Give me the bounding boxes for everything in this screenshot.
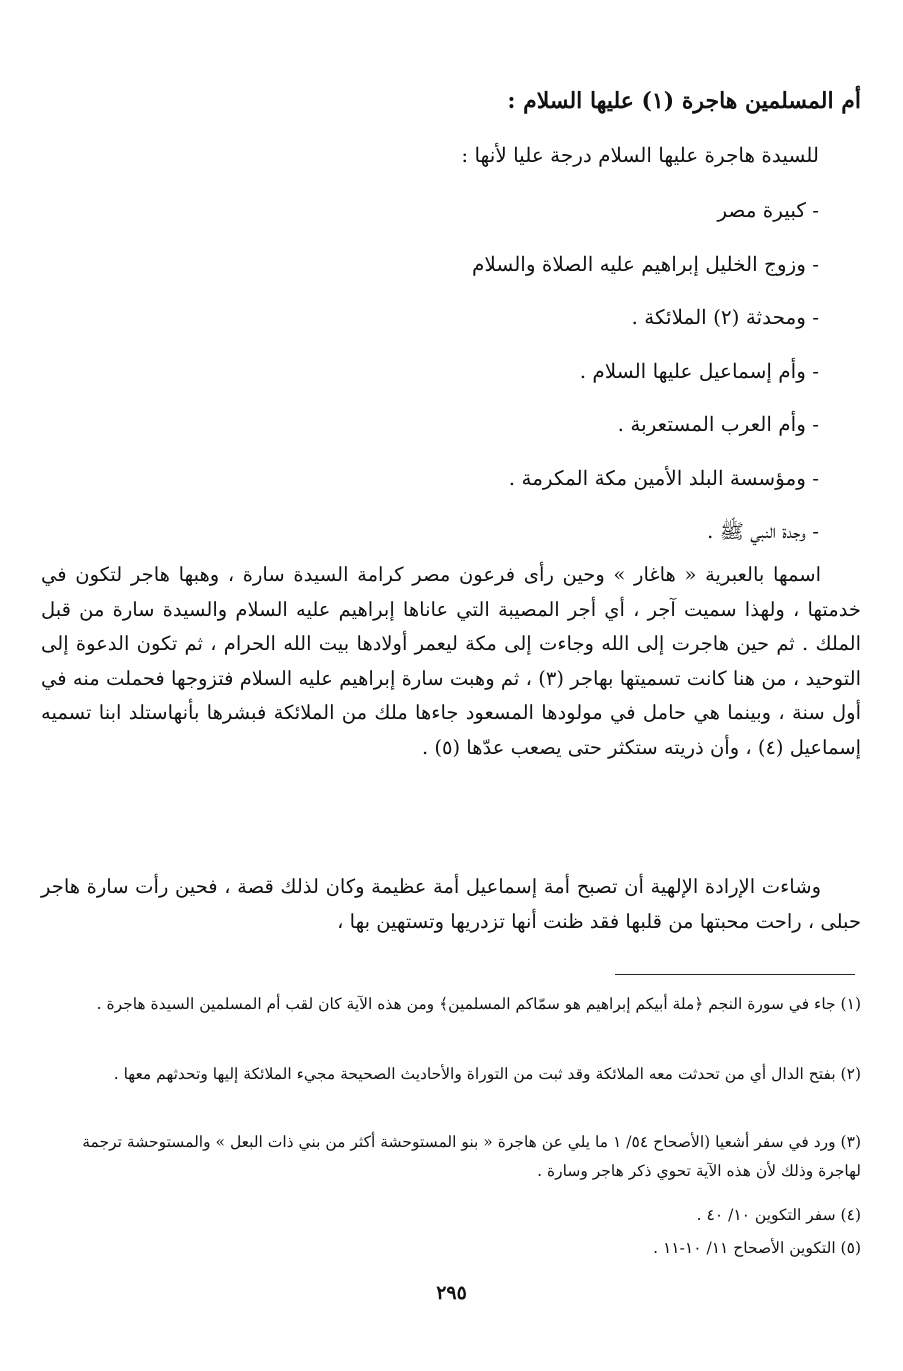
list-item: - وجدة النبي ﷺ . (706, 519, 819, 543)
list-item: - وأم إسماعيل عليها السلام . (579, 358, 819, 383)
body-paragraph: وشاءت الإرادة الإلهية أن تصبح أمة إسماعيل أمة عظيمة وكان لذلك قصة ، فحين رأت سارة هاجر حبلى ، راحت محبتها من قلبها فقد ظنت أنها تزدريها وتستهين بها ، (41, 875, 861, 933)
footnote: (٣) ورد في سفر أشعيا (الأصحاح ٥٤/ ١ ما يلي عن هاجرة « بنو المستوحشة أكثر من بني ذات البعل » والمستوحشة ترجمة لهاجرة وذلك لأن هذه الآية تحوي ذكر هاجر وسارة . (82, 1133, 861, 1180)
footnote: (٢) بفتح الدال أي من تحدثت معه الملائكة وقد ثبت من التوراة والأحاديث الصحيحة مجيء الملائكة إليها وتحدثهم معها . (113, 1065, 861, 1083)
footnote-divider (615, 974, 855, 975)
list-item: - ومؤسسة البلد الأمين مكة المكرمة . (508, 465, 819, 490)
body-paragraph: اسمها بالعبرية « هاغار » وحين رأى فرعون مصر كرامة السيدة سارة ، وهبها هاجر لتكون في خدمتها ، ولهذا سميت آجر ، أي أجر المصيبة التي عاناها إبراهيم عليه السلام والسيدة سارة من قبل الملك . ثم حين هاجرت إلى الله وجاءت إلى مكة ليعمر أولادها بيت الله الحرام ، ثم تكون الدعوة إلى التوحيد ، من هنا كانت تسميتها بهاجر (٣) ، ثم وهبت سارة إبراهيم عليه السلام فتزوجها فحملت منه في أول سنة ، وبينما هي حامل في مولودها المسعود جاءها ملك من الملائكة فبشرها بأنهاستلد ابنا تسميه إسماعيل (٤) ، وأن ذريته ستكثر حتى يصعب عدّها (٥) . (41, 563, 861, 759)
list-item: - وزوج الخليل إبراهيم عليه الصلاة والسلام (472, 251, 819, 276)
intro-line: للسيدة هاجرة عليها السلام درجة عليا لأنها : (461, 143, 819, 167)
footnote: (١) جاء في سورة النجم ﴿ملة أبيكم إبراهيم هو سمّاكم المسلمين﴾ ومن هذه الآية كان لقب أم المسلمين السيدة هاجرة . (96, 995, 861, 1013)
footnote: (٥) التكوين الأصحاح ١١/ ١٠-١١ . (653, 1239, 861, 1257)
list-item: - وأم العرب المستعربة . (617, 412, 819, 436)
attributes-list (99, 190, 819, 565)
section-heading: أم المسلمين هاجرة (١) عليها السلام : (507, 88, 861, 114)
page-number: ٢٩٥ (436, 1282, 467, 1304)
list-item: - كبيرة مصر (717, 198, 819, 222)
list-item: - ومحدثة (٢) الملائكة . (631, 305, 819, 329)
footnote: (٤) سفر التكوين ١٠/ ٤٠ . (696, 1206, 861, 1224)
